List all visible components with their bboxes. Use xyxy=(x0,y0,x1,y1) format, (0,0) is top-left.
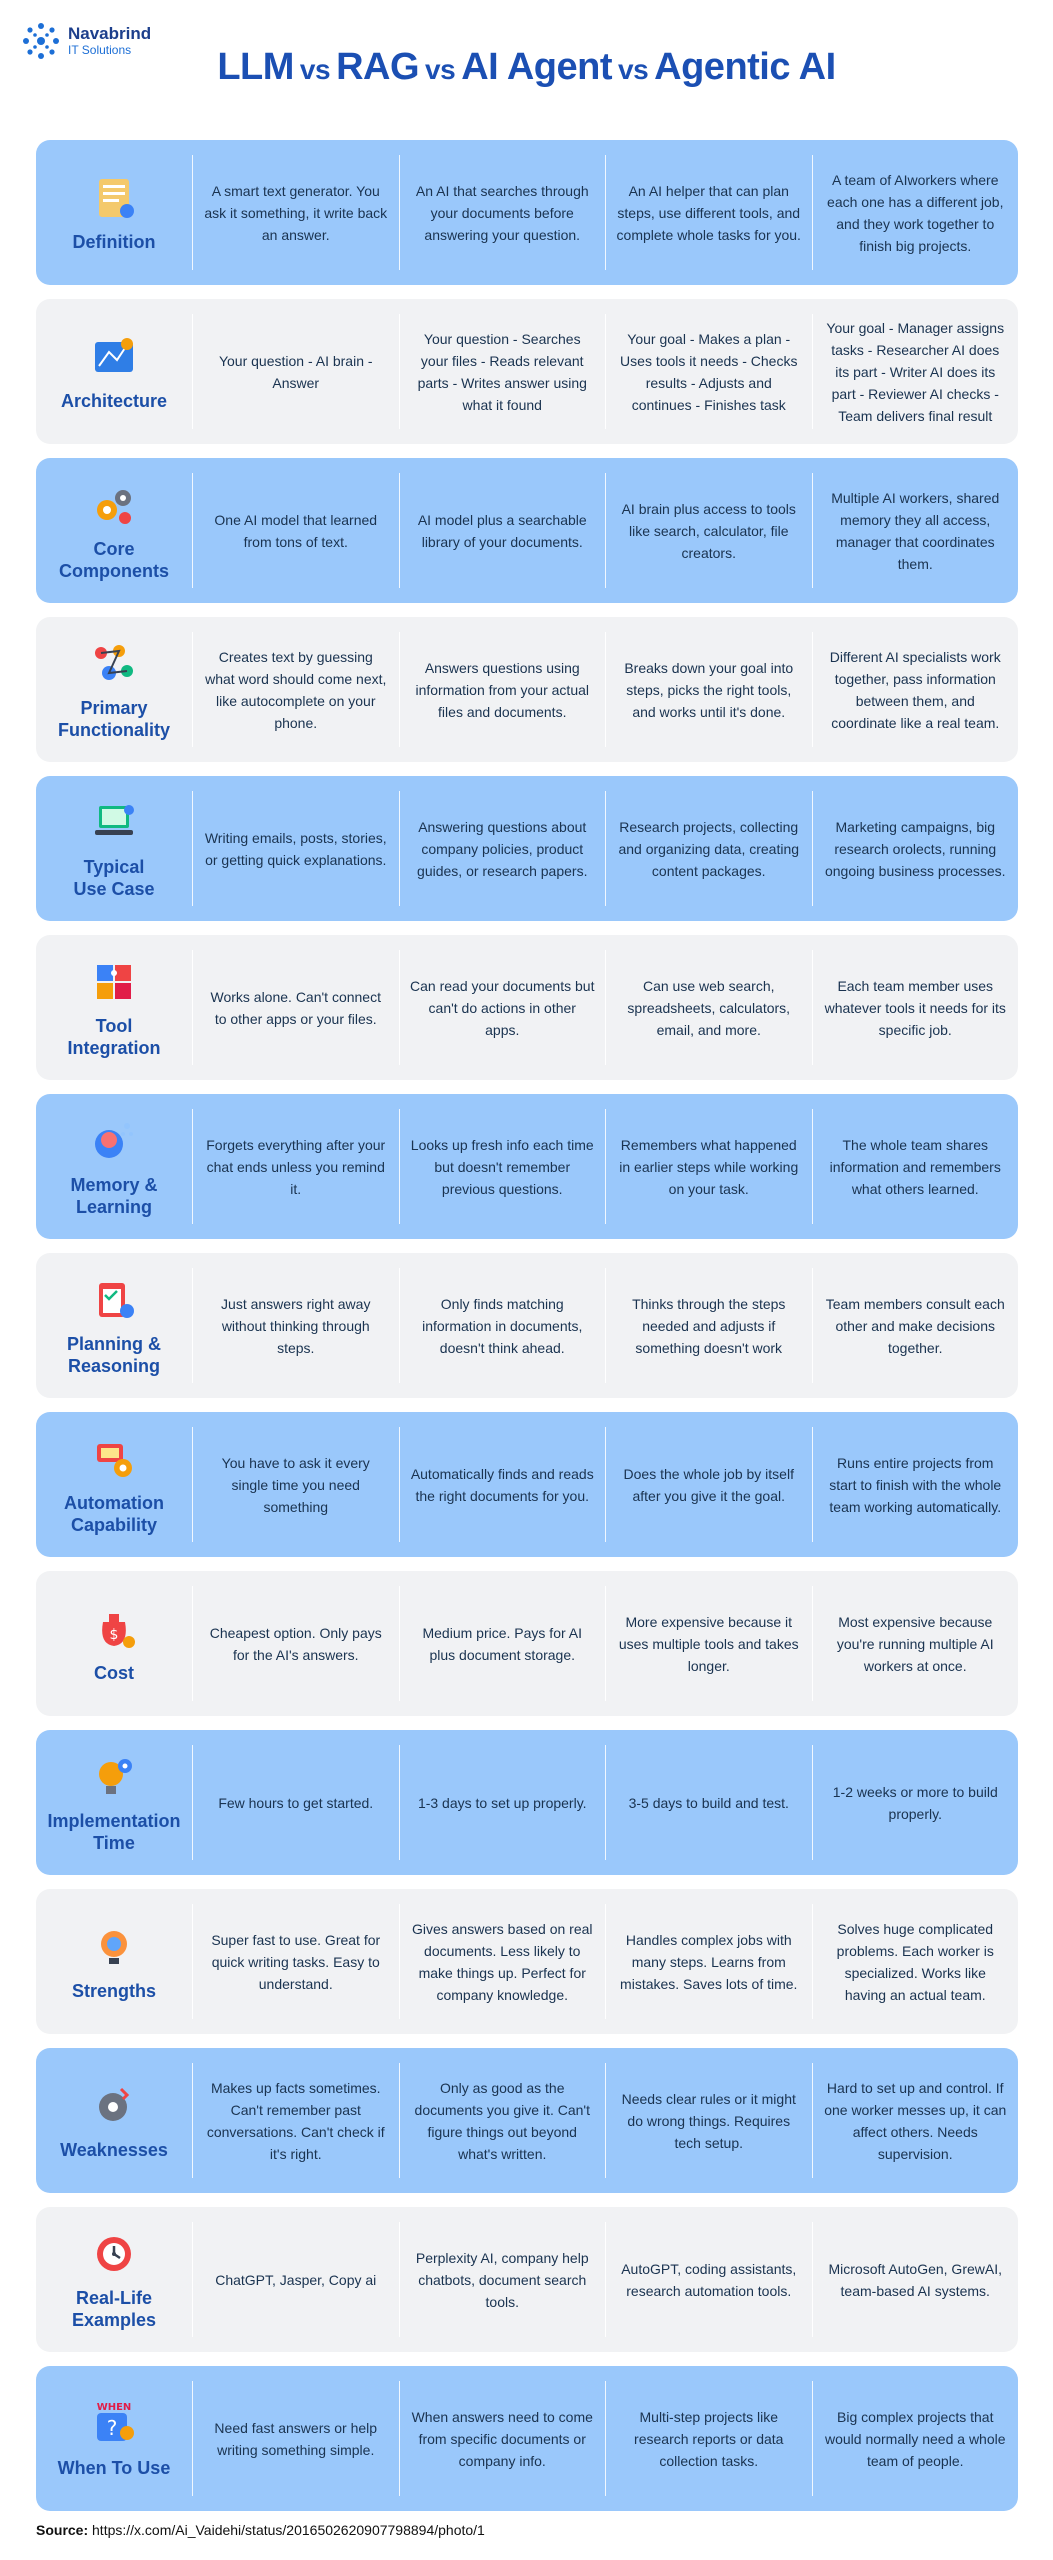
comparison-table xyxy=(36,140,1018,2525)
laptop-icon xyxy=(89,798,139,848)
table-row xyxy=(36,1571,1018,1716)
automation-icon xyxy=(89,1434,139,1484)
source-label: Source: xyxy=(36,2522,89,2538)
agentic-ai-cell: Team members consult each other and make decisions together. xyxy=(812,1268,1019,1383)
row-label: Typical Use Case xyxy=(73,856,155,899)
row-label-cell xyxy=(36,1253,192,1398)
ai-agent-cell: Your goal - Makes a plan - Uses tools it needs - Checks results - Adjusts and continues - Finishes task xyxy=(605,314,812,429)
broken-gear-icon xyxy=(89,2081,139,2131)
title-ai-agent: AI Agent xyxy=(461,46,612,88)
agentic-ai-cell: Marketing campaigns, big research orolects, running ongoing business processes. xyxy=(812,791,1019,906)
table-row xyxy=(36,935,1018,1080)
llm-cell: Few hours to get started. xyxy=(192,1745,399,1860)
llm-cell: Super fast to use. Great for quick writing tasks. Easy to understand. xyxy=(192,1904,399,2019)
rag-cell: Only finds matching information in documents, doesn't think ahead. xyxy=(399,1268,606,1383)
llm-cell: Need fast answers or help writing something simple. xyxy=(192,2381,399,2496)
title-rag: RAG xyxy=(336,46,420,88)
when-question-icon xyxy=(89,2399,139,2449)
llm-cell: Forgets everything after your chat ends unless you remind it. xyxy=(192,1109,399,1224)
row-label-cell xyxy=(36,1094,192,1239)
ai-agent-cell: AI brain plus access to tools like search, calculator, file creators. xyxy=(605,473,812,588)
table-row xyxy=(36,1412,1018,1557)
agentic-ai-cell: Each team member uses whatever tools it needs for its specific job. xyxy=(812,950,1019,1065)
ai-agent-cell: Needs clear rules or it might do wrong things. Requires tech setup. xyxy=(605,2063,812,2178)
row-label-cell xyxy=(36,617,192,762)
row-label-cell xyxy=(36,1889,192,2034)
ai-agent-cell: An AI helper that can plan steps, use different tools, and complete whole tasks for you. xyxy=(605,155,812,270)
table-row xyxy=(36,2366,1018,2511)
page-title xyxy=(0,46,1053,89)
row-label-cell xyxy=(36,458,192,603)
ai-agent-cell: AutoGPT, coding assistants, research automation tools. xyxy=(605,2222,812,2337)
title-agentic-ai: Agentic AI xyxy=(654,46,836,88)
row-label: Architecture xyxy=(60,390,168,411)
llm-cell: One AI model that learned from tons of text. xyxy=(192,473,399,588)
llm-cell: Creates text by guessing what word should come next, like autocomplete on your phone. xyxy=(192,632,399,747)
table-row xyxy=(36,1094,1018,1239)
row-label-cell xyxy=(36,776,192,921)
gears-icon xyxy=(89,480,139,530)
ai-agent-cell: More expensive because it uses multiple tools and takes longer. xyxy=(605,1586,812,1701)
row-label: Tool Integration xyxy=(67,1015,161,1058)
row-label: Weaknesses xyxy=(60,2139,168,2160)
rag-cell: When answers need to come from specific documents or company info. xyxy=(399,2381,606,2496)
agentic-ai-cell: Runs entire projects from start to finish with the whole team working automatically. xyxy=(812,1427,1019,1542)
brain-icon xyxy=(89,1116,139,1166)
rag-cell: AI model plus a searchable library of your documents. xyxy=(399,473,606,588)
target-clock-icon xyxy=(89,2229,139,2279)
row-label: Planning & Reasoning xyxy=(67,1333,161,1376)
ai-agent-cell: Does the whole job by itself after you give it the goal. xyxy=(605,1427,812,1542)
ai-agent-cell: Multi-step projects like research reports or data collection tasks. xyxy=(605,2381,812,2496)
llm-cell: Works alone. Can't connect to other apps or your files. xyxy=(192,950,399,1065)
row-label: Core Components xyxy=(59,538,169,581)
ai-agent-cell: Breaks down your goal into steps, picks the right tools, and works until it's done. xyxy=(605,632,812,747)
rag-cell: Looks up fresh info each time but doesn't remember previous questions. xyxy=(399,1109,606,1224)
agentic-ai-cell: Big complex projects that would normally need a whole team of people. xyxy=(812,2381,1019,2496)
row-label: Primary Functionality xyxy=(58,697,170,740)
agentic-ai-cell: Most expensive because you're running multiple AI workers at once. xyxy=(812,1586,1019,1701)
ai-agent-cell: Thinks through the steps needed and adjusts if something doesn't work xyxy=(605,1268,812,1383)
document-icon xyxy=(89,173,139,223)
idea-icon xyxy=(89,1922,139,1972)
row-label: Strengths xyxy=(71,1980,156,2001)
agentic-ai-cell: Solves huge complicated problems. Each worker is specialized. Works like having an actual team. xyxy=(812,1904,1019,2019)
brand-tagline: IT Solutions xyxy=(68,43,132,57)
flow-icon xyxy=(89,639,139,689)
row-label: Automation Capability xyxy=(64,1492,164,1535)
llm-cell: Makes up facts sometimes. Can't remember past conversations. Can't check if it's right. xyxy=(192,2063,399,2178)
title-vs: vs xyxy=(299,54,331,85)
blueprint-icon xyxy=(89,332,139,382)
row-label-cell xyxy=(36,299,192,444)
rag-cell: Can read your documents but can't do actions in other apps. xyxy=(399,950,606,1065)
llm-cell: You have to ask it every single time you need something xyxy=(192,1427,399,1542)
rag-cell: Medium price. Pays for AI plus document storage. xyxy=(399,1586,606,1701)
table-row xyxy=(36,776,1018,921)
llm-cell: Your question - AI brain - Answer xyxy=(192,314,399,429)
row-label-cell xyxy=(36,140,192,285)
llm-cell: A smart text generator. You ask it something, it write back an answer. xyxy=(192,155,399,270)
row-label-cell xyxy=(36,935,192,1080)
ai-agent-cell: Research projects, collecting and organizing data, creating content packages. xyxy=(605,791,812,906)
row-label-cell xyxy=(36,2366,192,2511)
rag-cell: Gives answers based on real documents. Less likely to make things up. Perfect for company knowledge. xyxy=(399,1904,606,2019)
svg-text:?: ? xyxy=(106,2415,118,2440)
table-row xyxy=(36,299,1018,444)
svg-text:$: $ xyxy=(109,1626,119,1643)
row-label: Cost xyxy=(94,1662,134,1683)
agentic-ai-cell: Multiple AI workers, shared memory they all access, manager that coordinates them. xyxy=(812,473,1019,588)
rag-cell: Automatically finds and reads the right documents for you. xyxy=(399,1427,606,1542)
row-label: Memory & Learning xyxy=(70,1174,158,1217)
row-label: Definition xyxy=(72,231,156,252)
table-row xyxy=(36,140,1018,285)
row-label: When To Use xyxy=(57,2457,171,2478)
row-label-cell xyxy=(36,1571,192,1716)
rag-cell: Perplexity AI, company help chatbots, document search tools. xyxy=(399,2222,606,2337)
ai-agent-cell: Can use web search, spreadsheets, calculators, email, and more. xyxy=(605,950,812,1065)
table-row xyxy=(36,1253,1018,1398)
ai-agent-cell: 3-5 days to build and test. xyxy=(605,1745,812,1860)
brand-name: Navabrind xyxy=(68,24,152,43)
money-bag-icon xyxy=(89,1604,139,1654)
rag-cell: Your question - Searches your files - Reads relevant parts - Writes answer using what it found xyxy=(399,314,606,429)
llm-cell: Just answers right away without thinking through steps. xyxy=(192,1268,399,1383)
table-row xyxy=(36,1730,1018,1875)
lightbulb-gear-icon xyxy=(89,1752,139,1802)
icon-text: WHEN xyxy=(96,2401,132,2413)
source-line xyxy=(36,2522,485,2538)
agentic-ai-cell: Microsoft AutoGen, GrewAI, team-based AI systems. xyxy=(812,2222,1019,2337)
title-llm: LLM xyxy=(217,46,294,88)
ai-agent-cell: Remembers what happened in earlier steps while working on your task. xyxy=(605,1109,812,1224)
rag-cell: 1-3 days to set up properly. xyxy=(399,1745,606,1860)
row-label-cell xyxy=(36,1412,192,1557)
source-url: https://x.com/Ai_Vaidehi/status/2016502620907798894/photo/1 xyxy=(92,2522,485,2538)
agentic-ai-cell: 1-2 weeks or more to build properly. xyxy=(812,1745,1019,1860)
table-row xyxy=(36,617,1018,762)
row-label: Real-Life Examples xyxy=(71,2287,157,2330)
llm-cell: Writing emails, posts, stories, or getting quick explanations. xyxy=(192,791,399,906)
agentic-ai-cell: Hard to set up and control. If one worker messes up, it can affect others. Needs supervision. xyxy=(812,2063,1019,2178)
row-label-cell xyxy=(36,2048,192,2193)
puzzle-icon xyxy=(89,957,139,1007)
rag-cell: Answers questions using information from your actual files and documents. xyxy=(399,632,606,747)
table-row xyxy=(36,458,1018,603)
clipboard-icon xyxy=(89,1275,139,1325)
agentic-ai-cell: The whole team shares information and remembers what others learned. xyxy=(812,1109,1019,1224)
rag-cell: Only as good as the documents you give it. Can't figure things out beyond what's written. xyxy=(399,2063,606,2178)
llm-cell: ChatGPT, Jasper, Copy ai xyxy=(192,2222,399,2337)
rag-cell: An AI that searches through your documents before answering your question. xyxy=(399,155,606,270)
agentic-ai-cell: Different AI specialists work together, pass information between them, and coordinate like a real team. xyxy=(812,632,1019,747)
table-row xyxy=(36,2207,1018,2352)
row-label-cell xyxy=(36,1730,192,1875)
agentic-ai-cell: Your goal - Manager assigns tasks - Researcher AI does its part - Writer AI does its part - Reviewer AI checks - Team delivers final result xyxy=(812,314,1019,429)
llm-cell: Cheapest option. Only pays for the AI's answers. xyxy=(192,1586,399,1701)
title-vs: vs xyxy=(425,54,456,85)
ai-agent-cell: Handles complex jobs with many steps. Learns from mistakes. Saves lots of time. xyxy=(605,1904,812,2019)
title-vs: vs xyxy=(618,54,649,85)
table-row xyxy=(36,1889,1018,2034)
row-label: Implementation Time xyxy=(47,1810,181,1853)
table-row xyxy=(36,2048,1018,2193)
row-label-cell xyxy=(36,2207,192,2352)
agentic-ai-cell: A team of AIworkers where each one has a different job, and they work together to finish big projects. xyxy=(812,155,1019,270)
rag-cell: Answering questions about company policies, product guides, or research papers. xyxy=(399,791,606,906)
